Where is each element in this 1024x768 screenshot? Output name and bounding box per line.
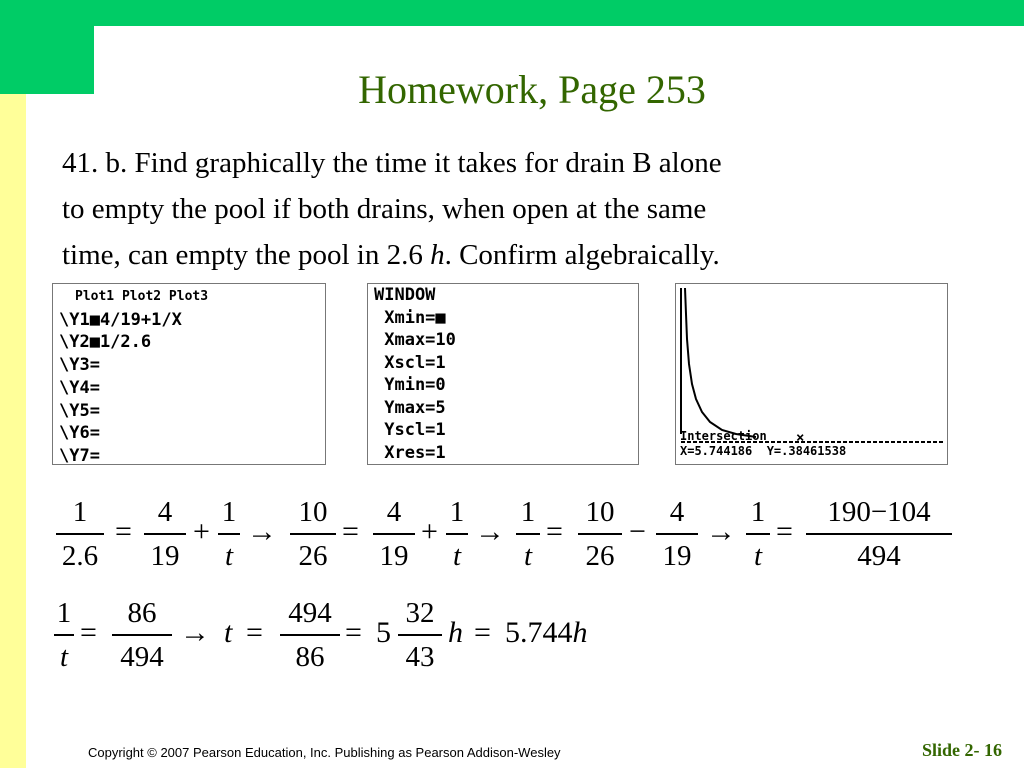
arrow-icon: → [180, 616, 210, 649]
fraction [290, 495, 336, 573]
arrow-icon: → [247, 515, 277, 548]
numerator: 10 [298, 496, 328, 528]
y-editor-line: \Y1■4/19+1/X [59, 309, 182, 330]
denominator: 494 [120, 641, 164, 673]
fraction-bar [54, 634, 74, 636]
whole-number: 5 [376, 616, 391, 649]
fraction [373, 495, 415, 573]
window-line: Ymin=0 [374, 375, 446, 395]
fraction-bar [398, 634, 442, 636]
fraction-bar [516, 533, 540, 535]
numerator: 4 [386, 496, 402, 528]
intersection-label: Intersection [680, 429, 767, 443]
equals-sign: = [246, 616, 263, 649]
numerator: 494 [288, 597, 332, 629]
numerator: 86 [127, 597, 157, 629]
result-unit: h [572, 616, 588, 649]
numerator: 1 [449, 496, 465, 528]
fraction [516, 495, 540, 573]
denominator: 26 [585, 540, 615, 572]
calculator-graph-screen [675, 283, 948, 465]
equation-row-2 [0, 596, 1024, 696]
y-editor-content [59, 286, 208, 465]
numerator: 4 [669, 496, 685, 528]
problem-text [62, 140, 992, 278]
variable-t: t [224, 616, 233, 649]
unit-h: h [448, 616, 463, 649]
fraction-bar [446, 533, 468, 535]
problem-line-1: 41. b. Find graphically the time it takes for drain B alone [62, 147, 722, 179]
fraction-bar [373, 533, 415, 535]
fraction-bar [56, 533, 104, 535]
denominator: t [452, 540, 462, 572]
fraction [446, 495, 468, 573]
window-line: Yscl=1 [374, 420, 446, 440]
problem-variable-h: h [430, 239, 445, 271]
numerator: 1 [72, 496, 88, 528]
window-line: WINDOW [374, 285, 436, 305]
numerator: 32 [405, 597, 435, 629]
minus-sign: − [629, 515, 646, 548]
denominator: 19 [150, 540, 180, 572]
fraction [656, 495, 698, 573]
fraction [218, 495, 240, 573]
fraction-bar [290, 533, 336, 535]
y-editor-line: \Y5= [59, 400, 100, 421]
slide-title: Homework, Page 253 [358, 67, 706, 112]
fraction-bar [656, 533, 698, 535]
numerator: 1 [56, 597, 72, 629]
denominator: t [59, 641, 69, 673]
window-content [374, 284, 456, 464]
equals-sign: = [776, 515, 793, 548]
intersection-cursor-icon: × [796, 430, 805, 446]
fraction-bar [746, 533, 770, 535]
fraction-bar [806, 533, 952, 535]
equation-row-1 [0, 495, 1024, 595]
y-editor-line: \Y6= [59, 423, 100, 444]
arrow-icon: → [475, 515, 505, 548]
numerator: 10 [585, 496, 615, 528]
fraction [144, 495, 186, 573]
denominator: 494 [857, 540, 901, 572]
problem-line-3-text: time, can empty the pool in 2.6 [62, 239, 431, 271]
equals-sign: = [342, 515, 359, 548]
graph-readout [680, 429, 846, 459]
y-editor-line: \Y3= [59, 355, 100, 376]
curve-y1 [685, 288, 756, 437]
numerator: 1 [750, 496, 766, 528]
intersection-coords: X=5.744186 Y=.38461538 [680, 444, 847, 458]
numerator: 1 [520, 496, 536, 528]
final-result [505, 616, 588, 650]
numerator: 1 [221, 496, 237, 528]
denominator: t [224, 540, 234, 572]
calculator-y-editor-screen [52, 283, 326, 465]
equals-sign: = [80, 616, 97, 649]
top-accent-bar [94, 0, 1024, 26]
fraction [746, 495, 770, 573]
denominator: 19 [379, 540, 409, 572]
problem-line-2: to empty the pool if both drains, when open at the same [62, 193, 707, 225]
fraction-bar [144, 533, 186, 535]
equals-sign: = [474, 616, 491, 649]
denominator: t [753, 540, 763, 572]
y-editor-line: \Y4= [59, 377, 100, 398]
fraction [112, 596, 172, 674]
window-line: Xscl=1 [374, 352, 446, 373]
equals-sign: = [345, 616, 362, 649]
calculator-window-screen [367, 283, 639, 465]
denominator: t [523, 540, 533, 572]
plus-sign: + [421, 515, 438, 548]
problem-line-3 [62, 232, 992, 278]
numerator: 4 [157, 496, 173, 528]
fraction [578, 495, 622, 573]
fraction [280, 596, 340, 674]
plus-sign: + [193, 515, 210, 548]
denominator: 2.6 [61, 540, 99, 572]
y-editor-line: \Y7= [59, 445, 100, 465]
window-line: Xres=1 [374, 442, 446, 463]
fraction-bar [280, 634, 340, 636]
window-line: Ymax=5 [374, 397, 446, 418]
fraction-bar [112, 634, 172, 636]
fraction-bar [218, 533, 240, 535]
arrow-icon: → [706, 515, 736, 548]
y-editor-line: \Y2■1/2.6 [59, 332, 152, 353]
denominator: 26 [298, 540, 328, 572]
problem-line-3-end: . Confirm algebraically. [444, 239, 720, 271]
plot-header: Plot1 Plot2 Plot3 [75, 289, 209, 304]
denominator: 86 [295, 641, 325, 673]
result-value: 5.744 [505, 616, 573, 649]
window-line: Xmax=10 [374, 330, 456, 350]
fraction [54, 596, 74, 674]
window-line: Xmin=■ [374, 307, 446, 328]
denominator: 19 [662, 540, 692, 572]
numerator: 190−104 [827, 496, 931, 528]
copyright-footer: Copyright © 2007 Pearson Education, Inc. Publishing as Pearson Addison-Wesley [88, 745, 561, 760]
fraction [806, 495, 952, 573]
fraction [398, 596, 442, 674]
fraction [56, 495, 104, 573]
equals-sign: = [115, 515, 132, 548]
fraction-bar [578, 533, 622, 535]
denominator: 43 [405, 641, 435, 673]
slide-number: Slide 2- 16 [921, 740, 1002, 760]
equals-sign: = [546, 515, 563, 548]
